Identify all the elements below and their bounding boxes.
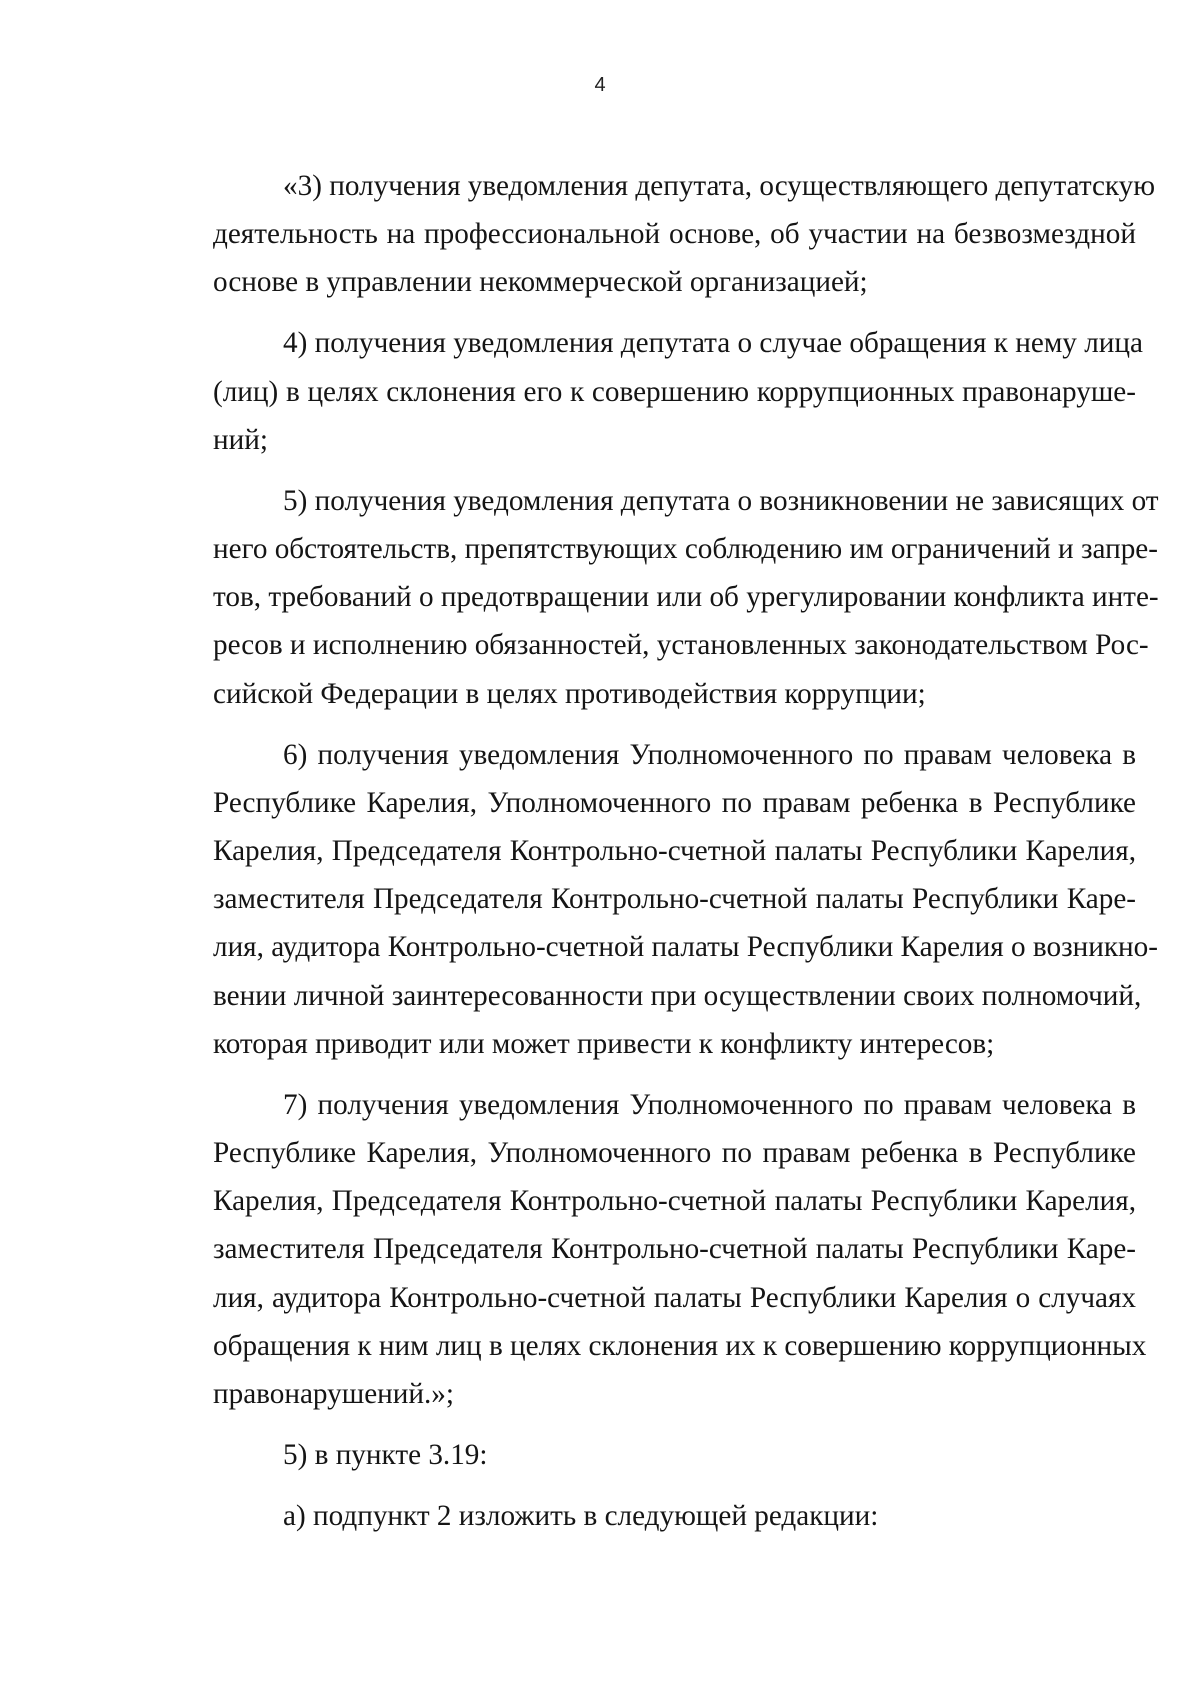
text-line: ний;	[213, 423, 268, 456]
paragraph	[213, 1492, 1136, 1540]
text-line: 5) получения уведомления депутата о возникновении не зависящих от	[283, 484, 1159, 517]
text-line: обращения к ним лиц в целях склонения их к совершению коррупционных	[213, 1329, 1147, 1362]
text-line: Республике Карелия, Уполномоченного по правам ребенка в Республике	[213, 786, 1136, 819]
document-body	[213, 162, 1159, 1540]
paragraph	[213, 1431, 1136, 1479]
text-line: Республике Карелия, Уполномоченного по правам ребенка в Республике	[213, 1137, 1136, 1170]
text-line: 5) в пункте 3.19:	[283, 1439, 488, 1472]
paragraph	[213, 731, 1158, 1068]
text-line: 4) получения уведомления депутата о случае обращения к нему лица	[283, 327, 1143, 360]
text-line: 7) получения уведомления Уполномоченного по правам человека в	[283, 1088, 1136, 1121]
text-line: правонарушений.»;	[213, 1378, 455, 1411]
text-line: (лиц) в целях склонения его к совершению коррупционных правонаруше-	[213, 375, 1136, 408]
text-line: тов, требований о предотвращении или об урегулировании конфликта инте-	[213, 581, 1159, 614]
text-line: лия, аудитора Контрольно-счетной палаты Республики Карелия о случаях	[213, 1281, 1136, 1314]
text-line: 6) получения уведомления Уполномоченного по правам человека в	[283, 738, 1136, 771]
text-line: сийской Федерации в целях противодействия коррупции;	[213, 677, 926, 710]
text-line: основе в управлении некоммерческой организацией;	[213, 266, 868, 299]
text-line: которая приводит или может привести к конфликту интересов;	[213, 1027, 995, 1060]
paragraph	[213, 319, 1143, 464]
text-line: «3) получения уведомления депутата, осуществляющего депутатскую	[283, 170, 1156, 202]
paragraph	[213, 1081, 1147, 1418]
paragraph	[213, 477, 1159, 718]
text-line: деятельность на профессиональной основе, об участии на безвозмездной	[213, 218, 1136, 251]
text-line: заместителя Председателя Контрольно-счетной палаты Республики Каре-	[213, 1233, 1136, 1266]
paragraph	[213, 162, 1156, 307]
text-line: а) подпункт 2 изложить в следующей редакции:	[283, 1500, 879, 1533]
text-line: Карелия, Председателя Контрольно-счетной палаты Республики Карелия,	[213, 1185, 1136, 1218]
text-line: ресов и исполнению обязанностей, установленных законодательством Рос-	[213, 629, 1149, 662]
text-line: заместителя Председателя Контрольно-счетной палаты Республики Каре-	[213, 883, 1136, 916]
text-line: вении личной заинтересованности при осуществлении своих полномочий,	[213, 979, 1142, 1012]
text-line: Карелия, Председателя Контрольно-счетной палаты Республики Карелия,	[213, 835, 1136, 868]
text-line: него обстоятельств, препятствующих соблюдению им ограничений и запре-	[213, 533, 1158, 566]
page-number: 4	[594, 74, 606, 96]
text-line: лия, аудитора Контрольно-счетной палаты Республики Карелия о возникно-	[213, 931, 1158, 964]
